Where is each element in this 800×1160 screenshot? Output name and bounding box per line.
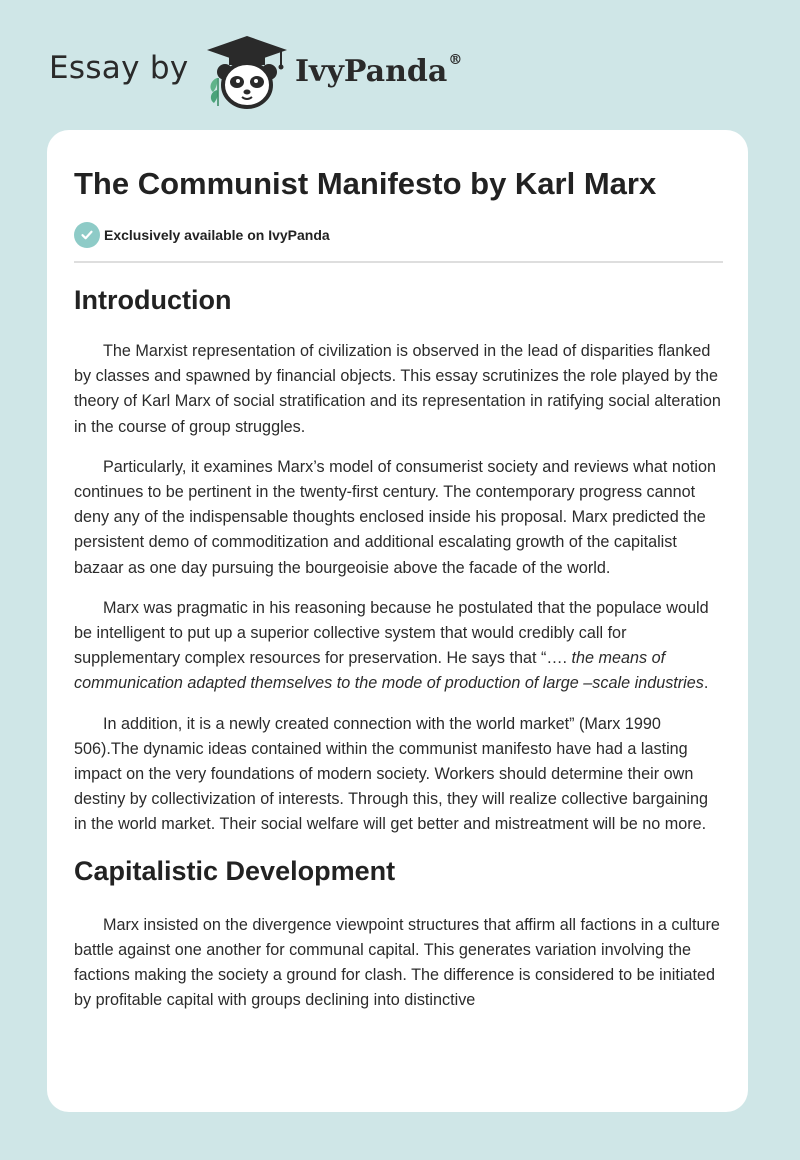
article-body	[74, 282, 724, 1028]
paragraph: In addition, it is a newly created connection with the world market” (Marx 1990 506).The dynamic ideas contained within the communist manifesto have had a lasting impact on the very foundations of modern society. Workers should determine their own destiny by collectivization of interests. Through this, they will realize collective bargaining in the world market. Their social welfare will get better and mistreatment will be no more.	[74, 714, 709, 834]
paragraph: The Marxist representation of civilization is observed in the lead of disparities flanked by classes and spawned by financial objects. This essay scrutinizes the role played by the theory of Karl Marx of social stratification and its representation in ratifying social alteration in the course of group struggles.	[74, 342, 721, 436]
essay-by-label: Essay by	[49, 50, 189, 86]
paragraph-with-quote	[74, 596, 724, 697]
panda-logo-icon[interactable]	[203, 36, 291, 110]
paragraph: Marx insisted on the divergence viewpoint structures that affirm all factions in a culture battle against one another for communal capital. This generates variation involving the factions making the society a ground for clash. The difference is considered to be initiated by profitable capital with groups declining into distinctive	[74, 915, 720, 1010]
section-heading-capitalistic-development: Capitalistic Development	[74, 855, 396, 886]
exclusive-badge-label: Exclusively available on IvyPanda	[104, 227, 330, 243]
registered-mark: ®	[448, 52, 463, 68]
brand-name[interactable]	[295, 54, 462, 89]
paragraph-text: .	[703, 674, 709, 693]
check-circle-icon	[74, 222, 100, 248]
exclusive-badge	[74, 222, 330, 248]
title-divider	[74, 261, 723, 263]
brand-text: IvyPanda	[295, 54, 448, 89]
paragraph-text: Marx was pragmatic in his reasoning because he postulated that the populace would be intelligent to put up a superior collective system that would credibly call for supplementary complex resources for preservation. He says that “….	[74, 598, 709, 668]
quotation: the means of communication adapted themselves to the mode of production of large –scale industries	[74, 649, 704, 693]
section-heading-introduction: Introduction	[74, 285, 232, 315]
site-header	[0, 0, 800, 130]
paragraph: Particularly, it examines Marx’s model of consumerist society and reviews what notion continues to be pertinent in the twenty-first century. The contemporary progress cannot deny any of the indispensable thoughts enclosed inside his proposal. Marx predicted the persistent demo of commoditization and additional escalating growth of the capitalist bazaar as one day pursuing the bourgeoisie above the facade of the world.	[74, 457, 716, 577]
essay-card	[47, 130, 748, 1112]
page-title: The Communist Manifesto by Karl Marx	[74, 166, 657, 201]
